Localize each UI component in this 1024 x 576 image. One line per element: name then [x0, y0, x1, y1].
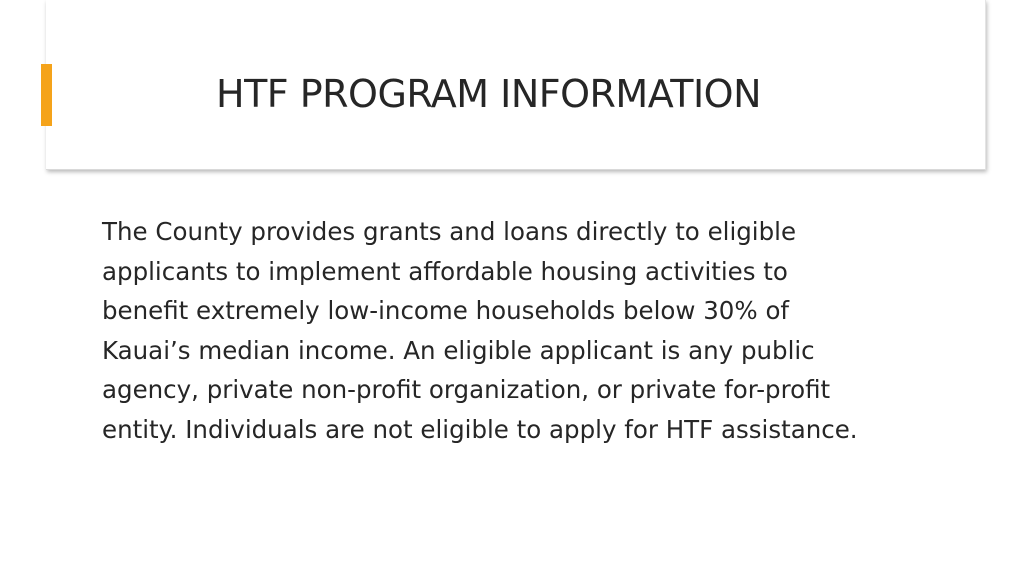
body-line: Kauai’s median income. An eligible applicant is any public: [102, 335, 815, 365]
body-line: The County provides grants and loans directly to eligible: [102, 217, 797, 246]
body-line: applicants to implement affordable housing activities to: [102, 256, 788, 286]
title-accent-bar: [41, 64, 52, 126]
body-line: entity. Individuals are not eligible to apply for HTF assistance.: [102, 414, 858, 444]
body-line: agency, private non-profit organization, or private for-profit: [102, 375, 831, 405]
body-line: benefit extremely low-income households below 30% of: [102, 296, 790, 326]
body-paragraph: [102, 212, 962, 450]
slide-title: HTF PROGRAM INFORMATION: [216, 72, 762, 116]
